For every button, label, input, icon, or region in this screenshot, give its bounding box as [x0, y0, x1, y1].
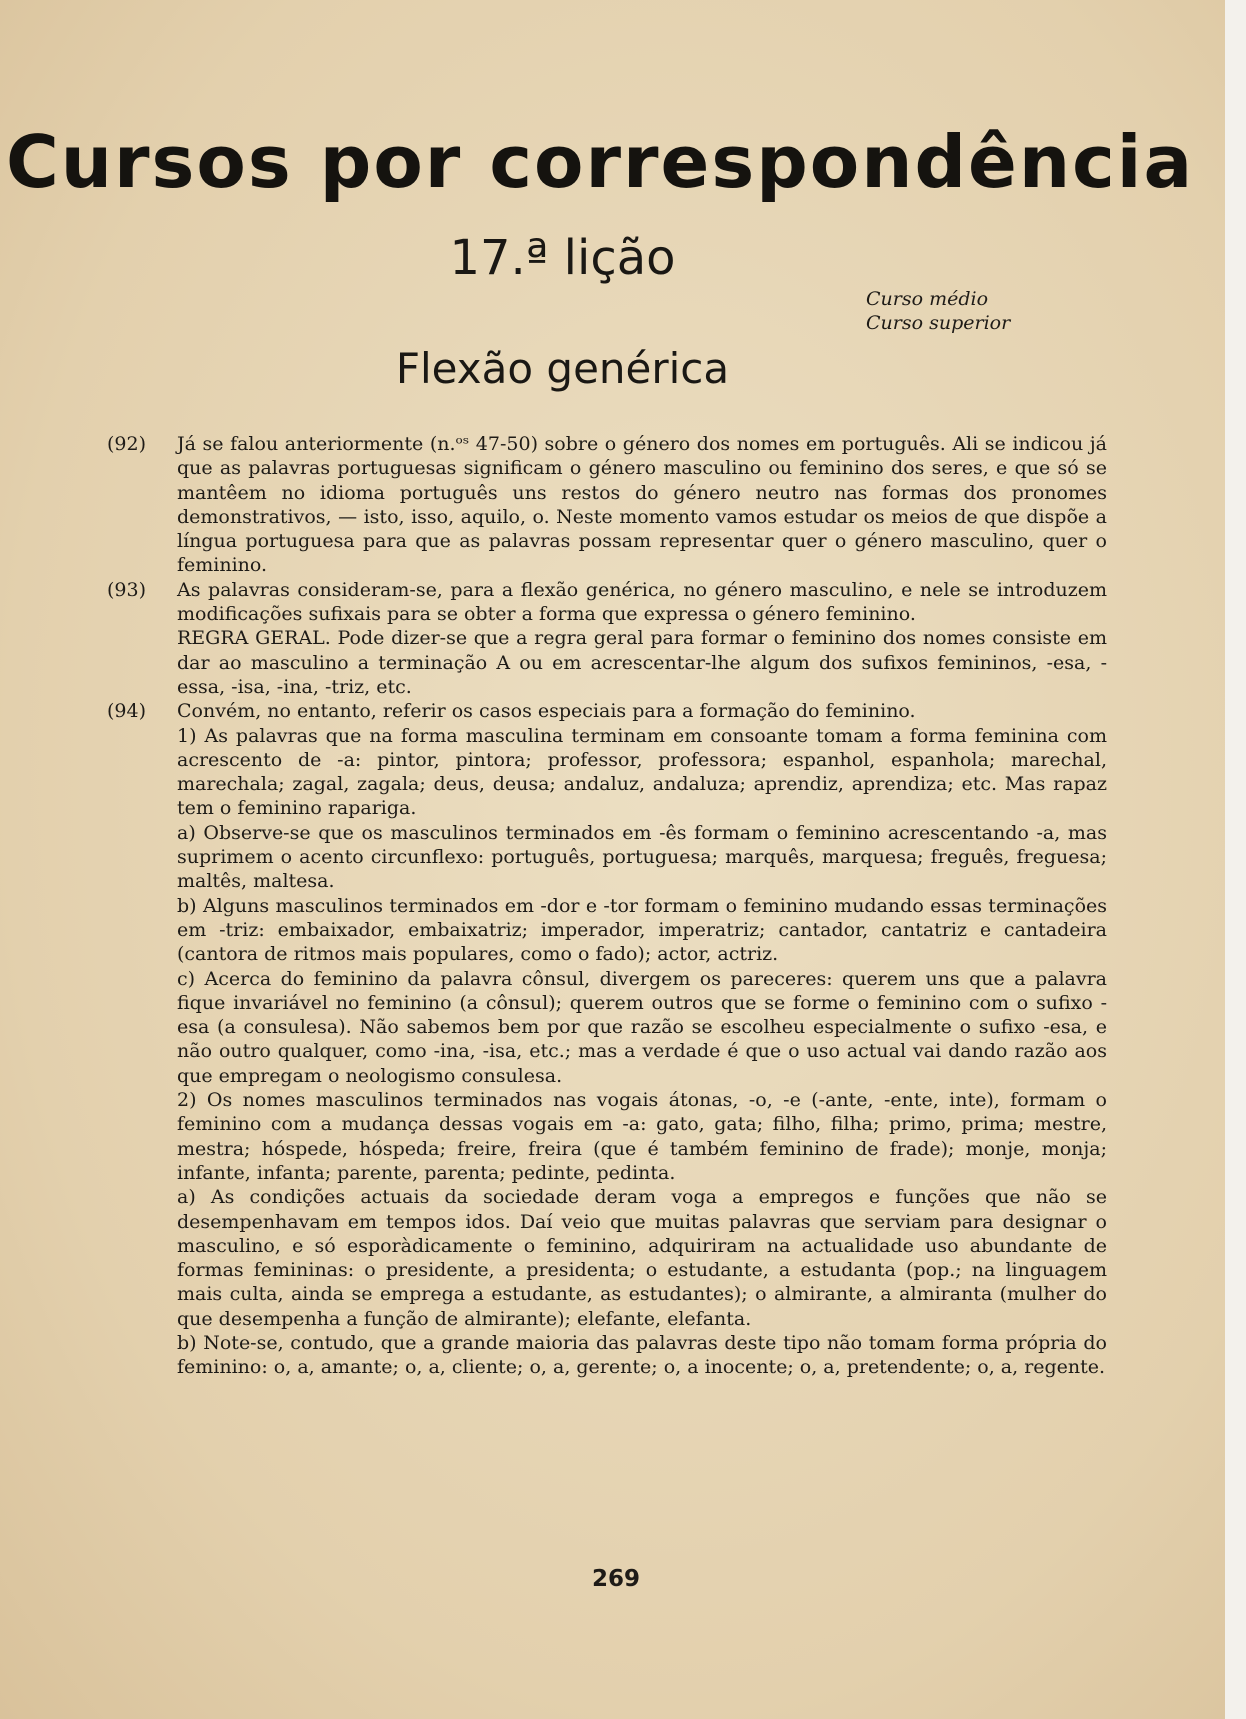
course-level-medium: Curso médio — [866, 288, 989, 310]
course-levels — [866, 287, 1010, 335]
paragraph-number: (92) — [107, 433, 147, 455]
page-number: 269 — [591, 1566, 640, 1592]
paragraph — [107, 432, 1107, 578]
paragraph-text: a) Observe-se que os masculinos terminados em -ês formam o feminino acrescentando -a, mas suprimem o acento circunflexo: português, portuguesa; marquês, marquesa; freguês, freguesa; maltês, maltesa. — [177, 821, 1107, 893]
page-edge — [1225, 0, 1246, 1719]
paragraph — [107, 626, 1107, 699]
paragraph-text: a) As condições actuais da sociedade deram voga a empregos e funções que não se desempenhavam em tempos idos. Daí veio que muitas palavras que serviam para designar o masculino, e só esporàdicamente o feminino, adquiriram na actualidade uso abundante de formas femininas: o presidente, a presidenta; o estudante, a estudanta (pop.; na linguagem mais culta, ainda se emprega a estudante, as estudantes); o almirante, a almiranta (mulher do que desempenha a função de almirante); elefante, elefanta. — [177, 1186, 1107, 1330]
paragraph — [107, 699, 1107, 723]
paragraph-text: b) Note-se, contudo, que a grande maioria das palavras deste tipo não tomam forma própria do feminino: o, a, amante; o, a, cliente; o, a, gerente; o, a inocente; o, a, pretendente; o, a, regente. — [177, 1331, 1107, 1379]
paragraph — [107, 894, 1107, 967]
page-title: Cursos por correspondência — [5, 120, 1195, 204]
lesson-body — [107, 432, 1107, 1380]
paragraph-text: As palavras consideram-se, para a flexão genérica, no género masculino, e nele se introduzem modificações sufixais para se obter a forma que expressa o género feminino. — [177, 578, 1107, 626]
paragraph — [107, 724, 1107, 821]
paragraph — [107, 1331, 1107, 1380]
paragraph-text: b) Alguns masculinos terminados em -dor e -tor formam o feminino mudando essas terminações em -triz: embaixador, embaixatriz; imperador, imperatriz; cantador, cantatriz e cantadeira (cantora de ritmos mais populares, como o fado); actor, actriz. — [177, 894, 1107, 966]
paragraph-text: c) Acerca do feminino da palavra cônsul, divergem os pareceres: querem uns que a palavra fique invariável no feminino (a cônsul); querem outros que se forme o feminino com o sufixo -esa (a consulesa). Não sabemos bem por que razão se escolheu especialmente o sufixo -esa, e não outro qualquer, como -ina, -isa, etc.; mas a verdade é que o uso actual vai dando razão aos que empregam o neologismo consulesa. — [177, 967, 1107, 1087]
paragraph-text: 2) Os nomes masculinos terminados nas vogais átonas, -o, -e (-ante, -ente, inte), formam o feminino com a mudança dessas vogais em -a: gato, gata; filho, filha; primo, prima; mestre, mestra; hóspede, hóspeda; freire, freira (que é também feminino de frade); monje, monja; infante, infanta; parente, parenta; pedinte, pedinta. — [177, 1089, 1107, 1184]
paragraph-number: (93) — [107, 578, 147, 601]
paragraph — [107, 1088, 1107, 1185]
paragraph-text: REGRA GERAL. Pode dizer-se que a regra geral para formar o feminino dos nomes consiste em dar ao masculino a terminação A ou em acrescentar-lhe algum dos sufixos femininos, -esa, -essa, -isa, -ina, -triz, etc. — [177, 627, 1107, 698]
paragraph-text: Já se falou anteriormente (n.ᵒˢ 47-50) sobre o género dos nomes em português. Ali se indicou já que as palavras portuguesas significam o género masculino ou feminino dos seres, e que só se mantêem no idioma português uns restos do género neutro nas formas dos pronomes demonstrativos, — isto, isso, aquilo, o. Neste momento vamos estudar os meios de que dispõe a língua portuguesa para que as palavras possam representar quer o género masculino, quer o feminino. — [177, 433, 1107, 577]
paragraph — [107, 967, 1107, 1088]
lesson-number: 17.ª lição — [449, 230, 676, 286]
paragraph-number: (94) — [107, 700, 147, 723]
paragraph-text: Convém, no entanto, referir os casos especiais para a formação do feminino. — [177, 700, 916, 723]
paragraph — [107, 1185, 1107, 1331]
paragraph-text: 1) As palavras que na forma masculina terminam em consoante tomam a forma feminina com acrescento de -a: pintor, pintora; professor, professora; espanhol, espanhola; marechal, marechala; zagal, zagala; deus, deusa; andaluz, andaluza; aprendiz, aprendiza; etc. Mas rapaz tem o feminino rapariga. — [177, 724, 1107, 820]
lesson-topic: Flexão genérica — [395, 344, 730, 393]
course-level-superior: Curso superior — [866, 312, 1011, 334]
paragraph — [107, 578, 1107, 627]
paragraph — [107, 821, 1107, 894]
